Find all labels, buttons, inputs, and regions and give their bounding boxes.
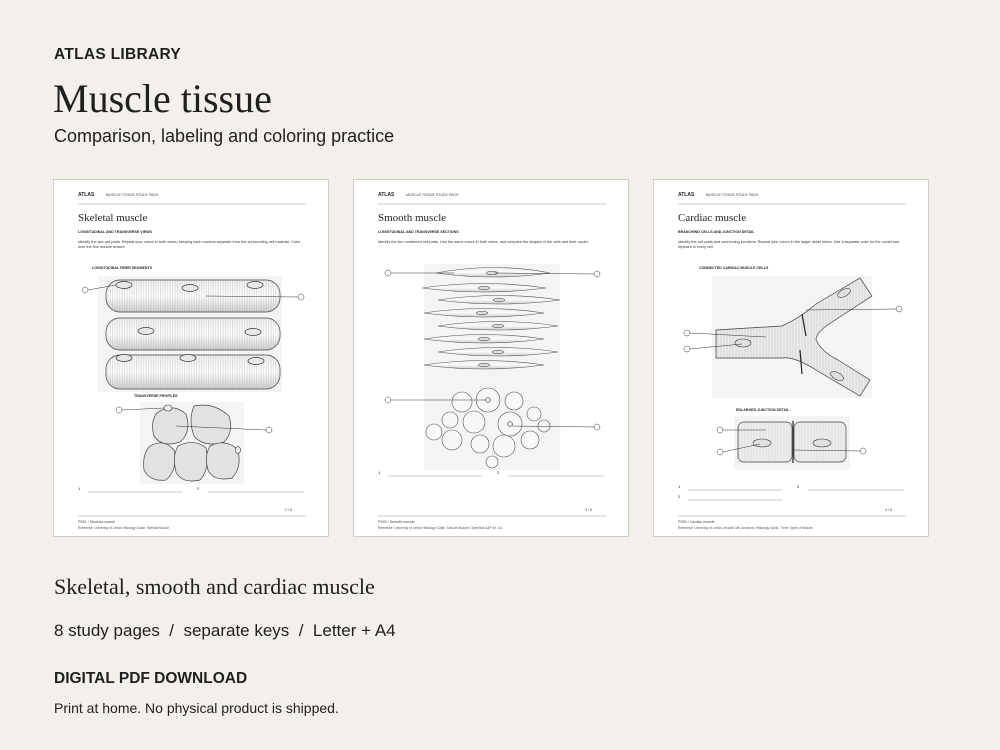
section-label-connected: CONNECTED CARDIAC MUSCLE CELLS bbox=[699, 266, 769, 270]
page-subheading: BRANCHING CELLS AND JUNCTION DETAIL bbox=[678, 230, 755, 234]
page-instructions: Identify the two numbered cell parts. Use the same colors in both views, and compare the shapes of the cells and their nuclei. bbox=[378, 240, 589, 244]
page-number: 4 / 8 bbox=[885, 508, 892, 512]
answer-number: 3 bbox=[797, 484, 800, 489]
page-instructions: Identify the two cell parts. Repeat your colors in both views, keeping each nucleus separate from the surrounding cell material. Color over the fine muscle texture. bbox=[78, 240, 301, 249]
answer-number: 2 bbox=[678, 494, 681, 499]
page-number: 2 / 8 bbox=[285, 508, 292, 512]
page-heading: Smooth muscle bbox=[378, 212, 447, 224]
page-subheading: LONGITUDINAL AND TRANSVERSE VIEWS bbox=[78, 230, 152, 234]
page-number: 3 / 8 bbox=[585, 508, 592, 512]
page-heading: Skeletal muscle bbox=[78, 212, 148, 224]
page-subheading: LONGITUDINAL AND TRANSVERSE SECTIONS bbox=[378, 230, 459, 234]
product-tagline: Skeletal, smooth and cardiac muscle bbox=[54, 574, 375, 599]
answer-number: 1 bbox=[78, 486, 81, 491]
section-label-longitudinal: LONGITUDINAL FIBER SEGMENTS bbox=[92, 266, 153, 270]
preview-page-cardiac bbox=[653, 179, 929, 537]
shipping-note: Print at home. No physical product is shipped. bbox=[54, 700, 339, 716]
page-title: Muscle tissue bbox=[53, 76, 272, 121]
page-heading: Cardiac muscle bbox=[678, 212, 747, 224]
footer-code: PS02 / Smooth muscle bbox=[378, 520, 415, 524]
preview-page-skeletal bbox=[53, 179, 329, 537]
footer-code: PS01 / Skeletal muscle bbox=[78, 520, 115, 524]
page-series: MUSCLE TISSUE STUDY PACK bbox=[406, 193, 459, 197]
page-instructions: Identify the cell parts and connecting junctions. Repeat your colors in the larger detail below. Use a separate color for the nuclei and repeat it in every cell. bbox=[678, 240, 899, 249]
section-label-junction: ENLARGED JUNCTION DETAIL bbox=[736, 408, 790, 412]
footer-code: PS03 / Cardiac muscle bbox=[678, 520, 715, 524]
page-subtitle: Comparison, labeling and coloring practice bbox=[54, 126, 395, 146]
answer-number: 1 bbox=[378, 470, 381, 475]
brand-label: ATLAS LIBRARY bbox=[54, 46, 182, 63]
page-series: MUSCLE TISSUE STUDY PACK bbox=[106, 193, 159, 197]
footer-reference: Reference: University of Leeds, Muscle Cell Junctions; Histology Guide, Three Types of Muscle. bbox=[678, 526, 814, 530]
product-meta: 8 study pages / separate keys / Letter + A4 bbox=[54, 621, 396, 640]
answer-number: 2 bbox=[497, 470, 500, 475]
page-brand: ATLAS bbox=[378, 192, 395, 198]
page-brand: ATLAS bbox=[78, 192, 95, 198]
answer-number: 1 bbox=[678, 484, 681, 489]
section-label-transverse: TRANSVERSE PROFILES bbox=[134, 394, 178, 398]
download-label: DIGITAL PDF DOWNLOAD bbox=[54, 670, 248, 687]
preview-page-smooth bbox=[353, 179, 629, 537]
page-series: MUSCLE TISSUE STUDY PACK bbox=[706, 193, 759, 197]
page-brand: ATLAS bbox=[678, 192, 695, 198]
footer-reference: Reference: University of Leeds Histology Guide, Smooth Muscle; OpenStax A&P 4e, 4.4. bbox=[378, 526, 504, 530]
footer-reference: Reference: University of Leeds Histology Guide, Skeletal Muscle. bbox=[78, 526, 170, 530]
answer-number: 2 bbox=[197, 486, 200, 491]
